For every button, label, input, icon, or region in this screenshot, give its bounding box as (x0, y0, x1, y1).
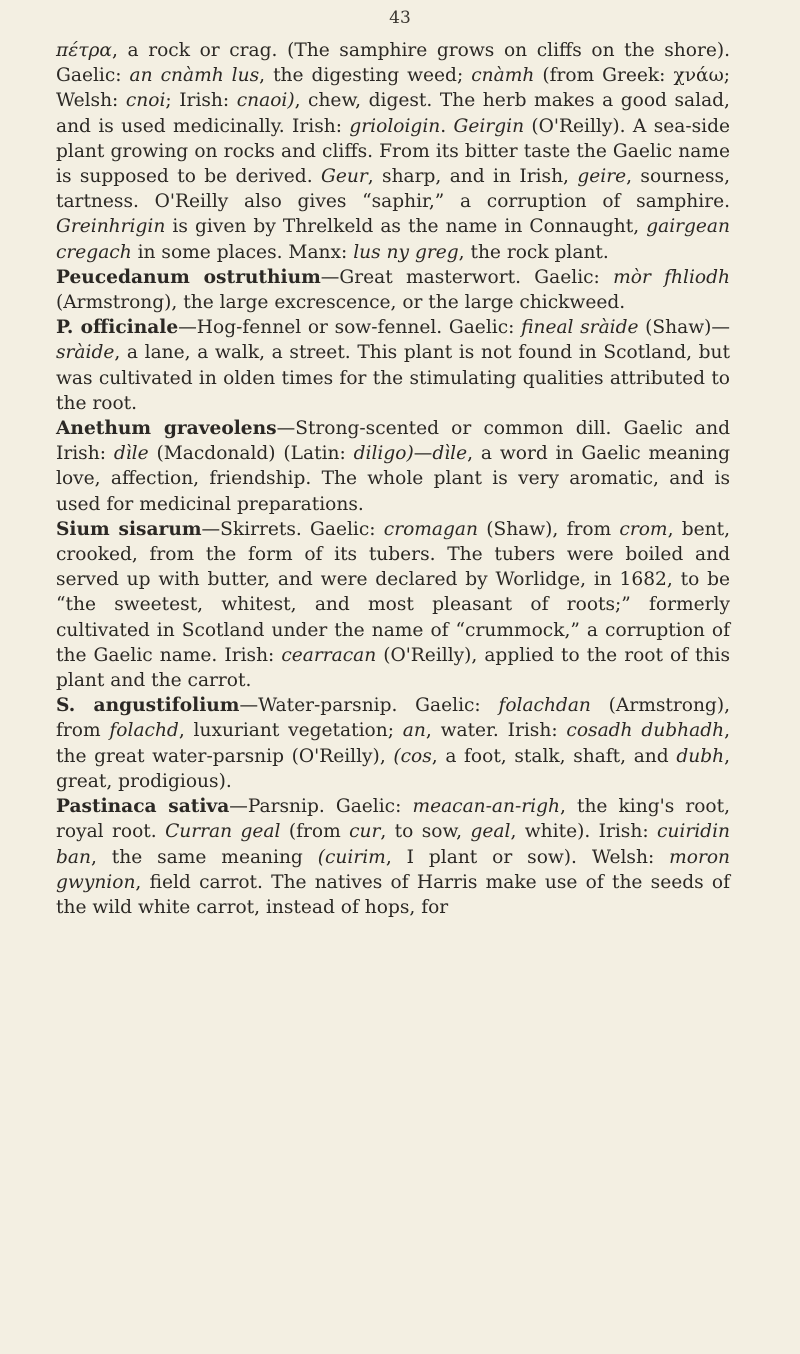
text-run: , a rock or crag. (The samphire grows on cliffs on the shore). Gaelic: (56, 40, 730, 87)
text-run: , a word in Gaelic meaning love, affection, friendship. The whole plant is very aromatic, and is used for medicinal preparations. (56, 443, 730, 515)
italic-term: cnaoi) (236, 90, 295, 112)
italic-term: moron gwynion (56, 846, 731, 893)
italic-term: crom (619, 518, 668, 540)
text-run: , a lane, a walk, a street. This plant is not found in Scotland, but was cultivated in olden times for the stimulating qualities attributed to the root. (56, 342, 730, 414)
italic-term: gairgean cregach (56, 216, 730, 263)
text-run: , water. Irish: (425, 720, 567, 742)
page-number: 43 (389, 8, 411, 28)
text-run: , white). Irish: (510, 821, 657, 843)
paragraph-s-angustifolium (56, 693, 730, 794)
text-run: ; Irish: (165, 90, 237, 112)
species-name: Pastinaca sativa (56, 796, 230, 818)
italic-term: folachd (109, 720, 179, 742)
text-run: (from Greek: χνάω; Welsh: (56, 65, 731, 112)
italic-term: folachdan (498, 695, 591, 717)
italic-term: cosadh dubhadh (566, 720, 725, 742)
text-run: , I plant or sow). Welsh: (385, 846, 670, 868)
text-run: , sharp, and in Irish, (367, 166, 578, 188)
italic-term: geal (470, 821, 511, 843)
italic-term: cromagan (383, 518, 478, 540)
italic-term: an (402, 720, 426, 742)
text-run: —Hog-fennel or sow-fennel. Gaelic: (178, 317, 522, 339)
italic-term: (cuirim (317, 846, 386, 868)
italic-term: Geur (321, 166, 368, 188)
italic-term: meacan-an-righ (412, 796, 560, 818)
text-run: —Skirrets. Gaelic: (201, 518, 384, 540)
text-run: , to sow, (380, 821, 471, 843)
italic-term: cuiridin ban (56, 821, 730, 868)
species-name: Anethum graveolens (56, 418, 277, 440)
text-run: (Shaw)— (638, 317, 730, 339)
italic-term: fineal sràide (521, 317, 639, 339)
text-run: (O'Reilly), applied to the root of this plant and the carrot. (56, 644, 730, 692)
italic-term: geire (577, 166, 627, 188)
italic-term: Curran geal (165, 821, 281, 843)
italic-term: dìle (432, 443, 468, 465)
paragraph-sium (56, 517, 730, 693)
italic-term: Geirgin (453, 115, 525, 137)
page-body (56, 38, 730, 920)
text-run: , chew, digest. The herb makes a good salad, and is used medicinally. Irish: (56, 90, 730, 137)
text-run: in some places. Manx: (131, 241, 354, 263)
paragraph-peucedanum (56, 265, 730, 315)
text-run: — (413, 443, 433, 465)
text-run: , great, prodigious). (56, 745, 730, 792)
text-run: (Armstrong), the large excrescence, or the large chickweed. (56, 292, 626, 314)
italic-term: cnoi (125, 90, 166, 112)
italic-term: diligo) (353, 443, 414, 465)
italic-term: grioloigin (349, 115, 441, 137)
text-run: is given by Threlkeld as the name in Connaught, (165, 216, 647, 238)
species-name: P. officinale (56, 317, 179, 339)
italic-term: cnàmh (471, 65, 535, 87)
italic-term: mòr fhliodh (613, 266, 730, 288)
italic-term: dubh (676, 745, 725, 767)
text-run: , the digesting weed; (259, 65, 472, 87)
text-run: —Strong-scented or common dill. Gaelic and Irish: (56, 418, 730, 465)
text-run: (from (280, 821, 350, 843)
italic-term: Greinhrigin (56, 216, 166, 238)
italic-term: sràide (56, 342, 115, 364)
text-run: (Macdonald) (Latin: (148, 443, 354, 465)
text-run: , the king's root, royal root. (56, 796, 730, 843)
text-run: , the great water-parsnip (O'Reilly), (56, 720, 730, 767)
text-run: —Water-parsnip. Gaelic: (239, 695, 499, 717)
italic-term: an cnàmh lus (129, 65, 260, 87)
text-run: , the same meaning (90, 846, 318, 868)
paragraph-anethum (56, 416, 730, 517)
text-run: —Great masterwort. Gaelic: (320, 266, 614, 288)
text-run: (Armstrong), from (56, 695, 730, 742)
italic-term: lus ny greg (353, 241, 459, 263)
text-run: , the rock plant. (458, 241, 609, 263)
italic-term: cearracan (281, 644, 377, 666)
species-name: S. angustifolium (56, 695, 240, 717)
paragraph-samphire-cont (56, 38, 730, 265)
text-run: , sourness, tartness. O'Reilly also gives “saphir,” a corruption of samphire. (56, 166, 730, 213)
italic-term: (cos (393, 745, 432, 767)
text-run: , bent, crooked, from the form of its tubers. The tubers were boiled and served up with butter, and were declared by Worlidge, in 1682, to be “the sweetest, whitest, and most pleasant of roots;” formerly cultivated in Scotland under the name of “crummock,” a corruption of the Gaelic name. Irish: (56, 518, 730, 666)
text-run: —Parsnip. Gaelic: (229, 796, 413, 818)
italic-term: cur (349, 821, 381, 843)
text-run: , luxuriant vegetation; (178, 720, 403, 742)
italic-term: πέτρα (56, 40, 112, 61)
italic-term: dìle (113, 443, 149, 465)
paragraph-pastinaca (56, 794, 730, 920)
species-name: Peucedanum ostruthium (56, 266, 321, 288)
text-run: , field carrot. The natives of Harris make use of the seeds of the wild white carrot, instead of hops, for (56, 871, 730, 918)
text-run: (O'Reilly). A sea-side plant growing on rocks and cliffs. From its bitter taste the Gaelic name is supposed to be derived. (56, 115, 731, 188)
text-run: , a foot, stalk, shaft, and (431, 745, 677, 767)
text-run: (Shaw), from (477, 518, 620, 540)
text-run: . (440, 115, 454, 137)
species-name: Sium sisarum (56, 518, 202, 540)
paragraph-p-officinale (56, 315, 730, 416)
